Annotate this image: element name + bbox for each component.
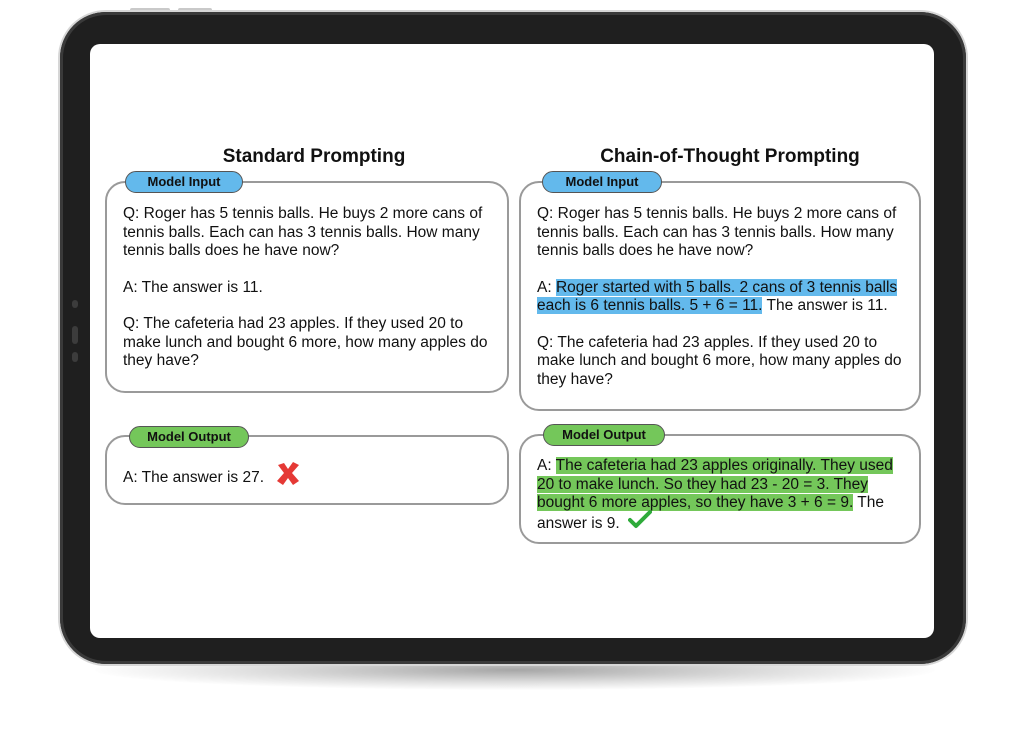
standard-prompting-title: Standard Prompting [222, 146, 406, 167]
cross-icon [268, 463, 302, 493]
cot-input-reasoning-highlight: Roger started with 5 balls. 2 cans of 3 tennis balls each is 6 tennis balls. 5 + 6 = 11. [537, 278, 898, 314]
cot-output-prefix: A: [537, 457, 556, 474]
standard-input-question-1: Q: Roger has 5 tennis balls. He buys 2 more cans of tennis balls. Each can has 3 tennis balls. How many tennis balls does he have now? [123, 205, 483, 259]
tablet-side-button-3 [72, 352, 78, 362]
check-icon [624, 513, 652, 535]
cot-output-reasoning-highlight: The cafeteria had 23 apples originally. They used 20 to make lunch. So they had 23 - 20 = 3. They bought 6 more apples, so they have 3 + 6 = 9. [537, 457, 893, 511]
cot-output-suffix: The answer is 9. [537, 494, 884, 532]
cot-input-answer-suffix: The answer is 11. [762, 297, 888, 314]
standard-model-input-label: Model Input [125, 171, 243, 193]
cot-model-input-label: Model Input [542, 171, 662, 193]
cot-input-question-2: Q: The cafeteria had 23 apples. If they used 20 to make lunch and bought 6 more, how many apples do they have? [537, 333, 902, 388]
cot-model-output-box [519, 434, 921, 544]
cot-model-output-label: Model Output [543, 424, 665, 446]
cot-input-answer-1 [537, 279, 903, 316]
tablet-screen [90, 44, 934, 638]
cot-input-question-1: Q: Roger has 5 tennis balls. He buys 2 more cans of tennis balls. Each can has 3 tennis balls. How many tennis balls does he have now? [537, 205, 897, 259]
cot-model-input-box [519, 181, 921, 411]
standard-output-text: A: The answer is 27. [123, 468, 265, 486]
standard-input-answer-1: A: The answer is 11. [123, 278, 263, 296]
tablet-side-button-1 [72, 300, 78, 308]
cot-input-answer-prefix: A: [537, 278, 556, 296]
standard-input-question-2: Q: The cafeteria had 23 apples. If they used 20 to make lunch and bought 6 more, how many apples do they have? [123, 315, 488, 369]
tablet-side-button-2 [72, 326, 78, 344]
standard-model-output-label: Model Output [129, 426, 249, 448]
standard-model-input-box [105, 181, 509, 393]
cot-prompting-title: Chain-of-Thought Prompting [600, 146, 860, 167]
